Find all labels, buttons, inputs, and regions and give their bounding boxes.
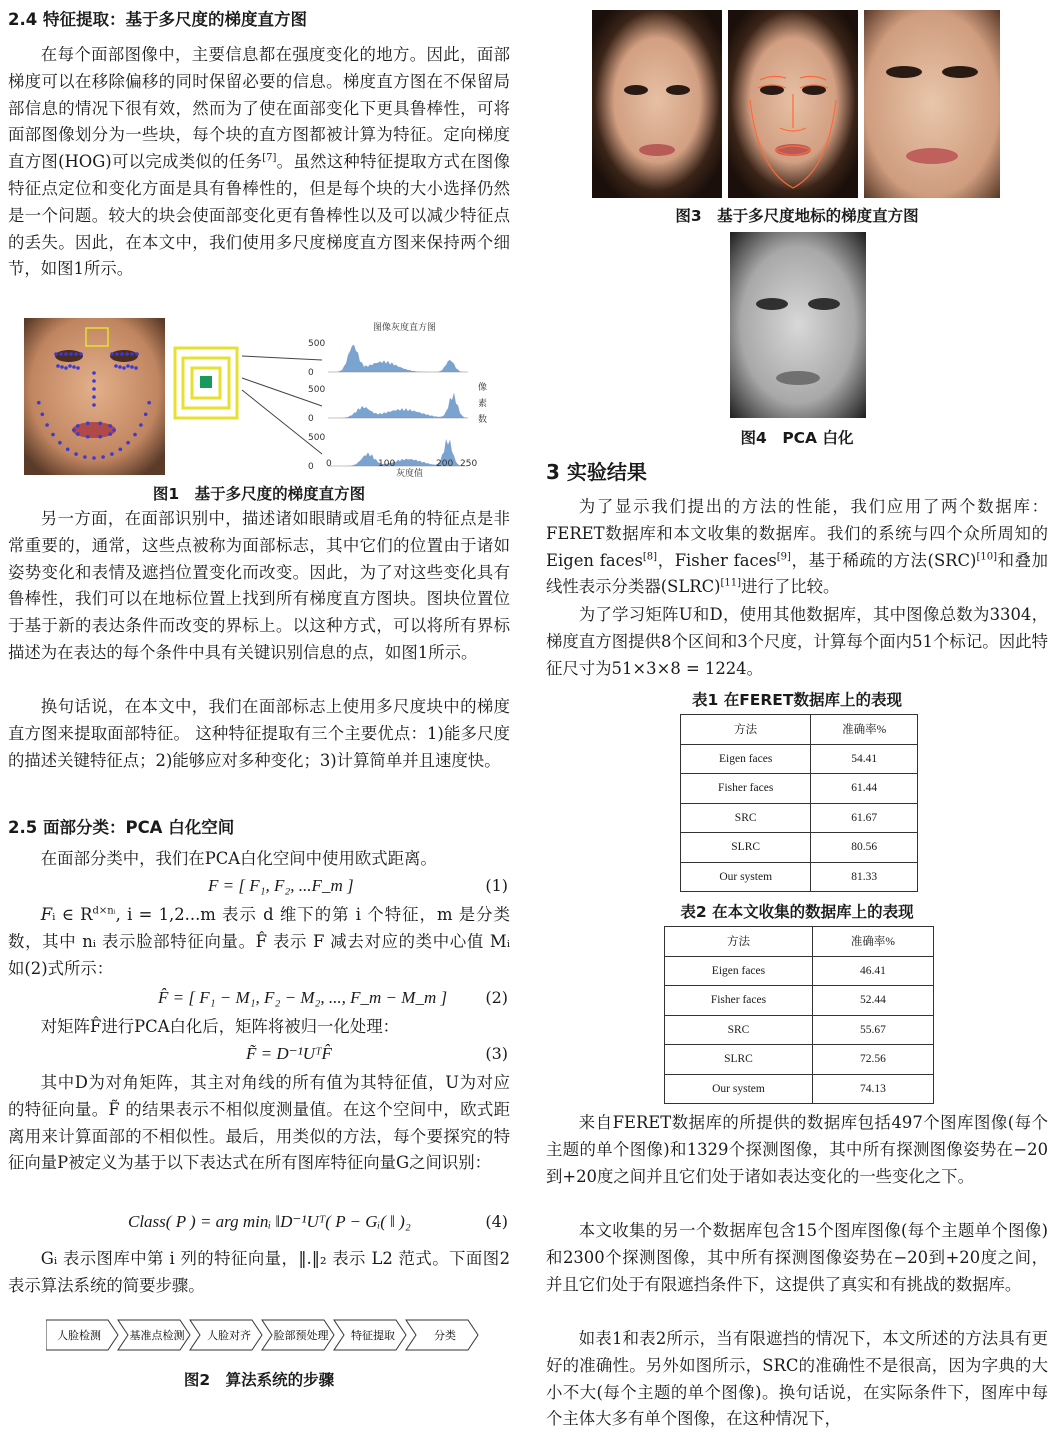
table-2-title: 表2 在本文收集的数据库上的表现 [680, 903, 914, 921]
landmark-dot [98, 435, 102, 439]
landmark-face-image [24, 318, 165, 475]
table-row [681, 803, 918, 833]
y-label-char-1: 像 [478, 383, 488, 393]
landmark-dot [59, 352, 63, 356]
landmark-dot [120, 352, 124, 356]
y-label-char-2: 素 [478, 399, 488, 409]
y-tick-label: 0 [308, 462, 314, 472]
y-tick-label: 500 [308, 385, 326, 395]
histogram-title: 图像灰度直方图 [373, 323, 437, 333]
landmark-dot [112, 428, 116, 432]
section-2-5-paragraph-1: 在面部分类中，我们在PCA白化空间中使用欧式距离。 [40, 849, 437, 868]
x-tick-0: 0 [326, 459, 332, 469]
landmark-dot [135, 352, 139, 356]
landmark-dot [119, 448, 123, 452]
face-photo-landmarks-image [728, 10, 858, 198]
cell-accuracy: 55.67 [812, 1015, 933, 1045]
equation-1-number: (1) [485, 876, 508, 895]
landmark-dot [60, 365, 64, 369]
landmark-dot [92, 371, 96, 375]
table-row [665, 1074, 934, 1104]
table-1 [680, 714, 918, 892]
x-axis-label: 灰度值 [396, 469, 424, 479]
cell-accuracy: 54.41 [811, 744, 918, 774]
landmark-dot [41, 413, 45, 417]
cell-accuracy: 46.41 [812, 956, 933, 986]
landmark-dot [68, 364, 72, 368]
landmark-dot [110, 352, 114, 356]
x-tick-200: 200 [436, 459, 454, 469]
figure-3-caption: 图3 基于多尺度地标的梯度直方图 [675, 207, 919, 225]
landmark-dot [108, 424, 112, 428]
landmark-dot [92, 395, 96, 399]
landmark-dot [118, 365, 122, 369]
landmark-dot [86, 435, 90, 439]
landmark-dot [56, 364, 60, 368]
section-2-5-heading: 2.5 面部分类：PCA 白化空间 [8, 818, 235, 837]
flow-step-label: 人脸检测 [57, 1329, 101, 1342]
landmark-dot [98, 422, 102, 426]
figure-4-image [730, 232, 866, 418]
table-row [681, 744, 918, 774]
cell-method: Fisher faces [665, 986, 813, 1016]
equation-1: F = [ F₁, F₂, ...F_m ] [208, 876, 354, 895]
landmark-dot [110, 452, 114, 456]
equation-2: F̂ = [ F₁ − M₁, F₂ − M₂, ..., F_m − M_m ] [158, 988, 448, 1007]
landmark-dot [108, 432, 112, 436]
cell-method: SRC [665, 1015, 813, 1045]
section-2-4-heading: 2.4 特征提取：基于多尺度的梯度直方图 [8, 10, 307, 29]
landmark-dot [92, 379, 96, 383]
cell-accuracy: 61.44 [811, 774, 918, 804]
landmark-dot [86, 422, 90, 426]
header-accuracy: 准确率% [812, 927, 933, 957]
section-2-5-paragraph-2: Fᵢ ∈ $R^{d\times nᵢ}$, i = 1,2...m 表示 d 维下的第 i 个特征，m 是分类数，其中 nᵢ 表示脸部特征向量。F̂ 表示 F 减去对应的类中心值 Mᵢ 如(2)式所示： [8, 905, 510, 978]
figure-1 [8, 318, 510, 480]
landmark-dot [147, 401, 151, 405]
landmark-dot [114, 364, 118, 368]
landmark-dot [125, 352, 129, 356]
table-row [665, 986, 934, 1016]
table-row [681, 774, 918, 804]
table-row [681, 862, 918, 892]
cell-method: Eigen faces [681, 744, 811, 774]
table-header-row [665, 927, 934, 957]
x-tick-100: 100 [378, 459, 396, 469]
landmark-dot [76, 366, 80, 370]
cell-method: Fisher faces [681, 774, 811, 804]
header-accuracy: 准确率% [811, 715, 918, 745]
landmark-dot [122, 366, 126, 370]
cell-accuracy: 52.44 [812, 986, 933, 1016]
face-photo-landmarks [728, 10, 858, 198]
flow-step-label: 分类 [434, 1329, 456, 1342]
section-3-paragraph-2: 为了学习矩阵U和D，使用其他数据库，其中图像总数为3304，梯度直方图提供8个区间和3个尺度，计算每个面内51个标记。因此特征尺寸为51×3×8 = 1224。 [546, 605, 1048, 678]
section-3-paragraph-3: 来自FERET数据库的所提供的数据库包括497个图库图像(每个主题的单个图像)和1329个探测图像，其中所有探测图像姿势在−20到+20度之间并且它们处于诸如表达变化的一些变化之下。 [546, 1113, 1048, 1186]
cell-accuracy: 72.56 [812, 1045, 933, 1075]
y-tick-label: 0 [308, 368, 314, 378]
cell-method: SLRC [665, 1045, 813, 1075]
section-3-paragraph-1: 为了显示我们提出的方法的性能，我们应用了两个数据库：FERET数据库和本文收集的数据库。我们的系统与四个众所周知的Eigen faces[8]，Fisher faces[9]，基于稀疏的方法(SRC)[10]和叠加线性表示分类器(SLRC)[11]进行了比较。 [546, 497, 1049, 597]
landmark-dot [64, 366, 68, 370]
equation-4: Class( P ) = arg minᵢ ‖D⁻¹Uᵀ( P − Gᵢ( ‖ )₂ [128, 1212, 411, 1231]
landmark-dot [64, 352, 68, 356]
figure-4-caption: 图4 PCA 白化 [740, 429, 854, 447]
equation-2-number: (2) [485, 988, 508, 1007]
landmark-dot [130, 365, 134, 369]
landmark-dot [58, 441, 62, 445]
landmark-dot [54, 352, 58, 356]
landmark-dot [79, 352, 83, 356]
landmark-dot [144, 413, 148, 417]
cell-method: Eigen faces [665, 956, 813, 986]
landmark-dot [101, 455, 105, 459]
landmark-dot [74, 352, 78, 356]
section-3-paragraph-5: 如表1和表2所示，当有限遮挡的情况下，本文所述的方法具有更好的准确性。另外如图所示，SRC的准确性不是很高，因为字典的大小不大(每个主题的单个图像)。换句话说，在实际条件下，图库中每个主体大多有单个图像，在这种情况下， [546, 1329, 1048, 1429]
landmark-dot [45, 423, 49, 427]
section-2-5-paragraph-5: Gᵢ 表示图库中第 i 列的特征向量，‖.‖₂ 表示 L2 范式。下面图2表示算法系统的简要步骤。 [8, 1249, 510, 1295]
landmark-dot [69, 352, 73, 356]
y-tick-label: 500 [308, 339, 326, 349]
landmark-dot [92, 387, 96, 391]
landmark-dot [139, 423, 143, 427]
landmark-dot [37, 401, 41, 405]
face-photo-original [592, 10, 722, 198]
histogram-area [328, 345, 468, 372]
figure-4-pca-whitened-face [730, 232, 866, 418]
landmark-dot [92, 456, 96, 460]
section-3-heading: 3 实验结果 [546, 460, 647, 484]
face-photo-cropped-image [864, 10, 1000, 198]
table-1-title: 表1 在FERET数据库上的表现 [692, 691, 902, 709]
face-photo-cropped [864, 10, 1000, 198]
flow-step-label: 人脸对齐 [207, 1329, 251, 1342]
landmark-dot [134, 366, 138, 370]
landmark-dot [133, 433, 137, 437]
flow-step-label: 特征提取 [351, 1329, 395, 1342]
table-row [665, 956, 934, 986]
figure-2-caption: 图2 算法系统的步骤 [183, 1371, 335, 1389]
landmark-dot [76, 432, 80, 436]
cell-method: Our system [681, 862, 811, 892]
table-row [681, 833, 918, 863]
table-row [665, 1015, 934, 1045]
figure-1-caption: 图1 基于多尺度的梯度直方图 [152, 485, 366, 503]
y-tick-label: 0 [308, 414, 314, 424]
section-2-5-paragraph-4: 其中D为对角矩阵，其主对角线的所有值为其特征值，U为对应的特征向量。F̃ 的结果表示不相似度测量值。在这个空间中，欧式距离用来计算面部的不相似性。最后，用类似的方法，每个要探究的特征向量P被定义为基于以下表达式在所有图库特征向量G之间识别： [8, 1073, 510, 1173]
landmark-dot [74, 452, 78, 456]
landmark-dot [72, 428, 76, 432]
table-2 [664, 926, 934, 1104]
cell-method: SLRC [681, 833, 811, 863]
landmark-dot [72, 365, 76, 369]
landmark-dot [126, 441, 130, 445]
cell-accuracy: 61.67 [811, 803, 918, 833]
y-label-char-3: 数 [478, 415, 488, 425]
flow-step-label: 脸部预处理 [273, 1329, 329, 1342]
figure-2-flowchart [46, 1318, 486, 1354]
grayscale-histograms [298, 318, 488, 480]
table-row [665, 1045, 934, 1075]
landmark-dot [51, 433, 55, 437]
landmark-dot [92, 403, 96, 407]
landmark-dot [130, 352, 134, 356]
histogram-area [328, 393, 468, 418]
section-2-4-paragraph-1: 在每个面部图像中，主要信息都在强度变化的地方。因此，面部梯度可以在移除偏移的同时保留必要的信息。梯度直方图在不保留局部信息的情况下很有效，然而为了使在面部变化下更具鲁棒性，可将面部图像划分为一些块，每个块的直方图都被计算为特征。定向梯度直方图(HOG)可以完成类似的任务[7]。虽然这种特征提取方式在图像特征点定位和变化方面是具有鲁棒性的，但是每个块的大小选择仍然是一个问题。较大的块会使面部变化更有鲁棒性以及可以减少特征点的丢失。因此，在本文中，我们使用多尺度梯度直方图来保持两个细节，如图1所示。 [8, 45, 510, 279]
landmark-dot [115, 352, 119, 356]
landmark-dot [66, 448, 70, 452]
equation-3: F̃ = D⁻¹UᵀF̂ [246, 1044, 332, 1063]
cell-accuracy: 81.33 [811, 862, 918, 892]
table-header-row [681, 715, 918, 745]
equation-3-number: (3) [485, 1044, 508, 1063]
landmark-dot [83, 455, 87, 459]
cell-method: Our system [665, 1074, 813, 1104]
y-tick-label: 500 [308, 433, 326, 443]
figure-3 [592, 10, 1002, 200]
equation-4-number: (4) [485, 1212, 508, 1231]
header-method: 方法 [681, 715, 811, 745]
cell-accuracy: 74.13 [812, 1074, 933, 1104]
landmark-dot [126, 364, 130, 368]
x-tick-250: 250 [460, 459, 478, 469]
landmark-dot [76, 424, 80, 428]
flow-step-label: 基准点检测 [129, 1329, 185, 1342]
header-method: 方法 [665, 927, 813, 957]
section-2-4-paragraph-3: 换句话说，在本文中，我们在面部标志上使用多尺度块中的梯度直方图来提取面部特征。 这种特征提取有三个主要优点：1)能多尺度的描述关键特征点；2)能够应对多种变化；3)计算简单并且速度快。 [8, 697, 510, 770]
cell-method: SRC [681, 803, 811, 833]
cell-accuracy: 80.56 [811, 833, 918, 863]
section-2-4-paragraph-2: 另一方面，在面部识别中，描述诸如眼睛或眉毛角的特征点是非常重要的，通常，这些点被称为面部标志，其中它们的位置由于诸如姿势变化和表情及遮挡位置变化而改变。因此，为了对这些变化具有鲁棒性，我们可以在地标位置上找到所有梯度直方图块。图块位置位于基于新的表达条件而改变的界标上。以这种方式，可以将所有界标描述为在表达的每个条件中具有关键识别信息的点，如图1所示。 [8, 509, 510, 662]
face-photo-original-image [592, 10, 722, 198]
section-3-paragraph-4: 本文收集的另一个数据库包含15个图库图像(每个主题单个图像)和2300个探测图像，其中所有探测图像姿势在−20到+20度之间，并且它们处于有限遮挡条件下，这提供了真实和有挑战的数据库。 [546, 1221, 1048, 1294]
section-2-5-paragraph-3: 对矩阵F̂进行PCA白化后，矩阵将被归一化处理： [40, 1017, 399, 1036]
